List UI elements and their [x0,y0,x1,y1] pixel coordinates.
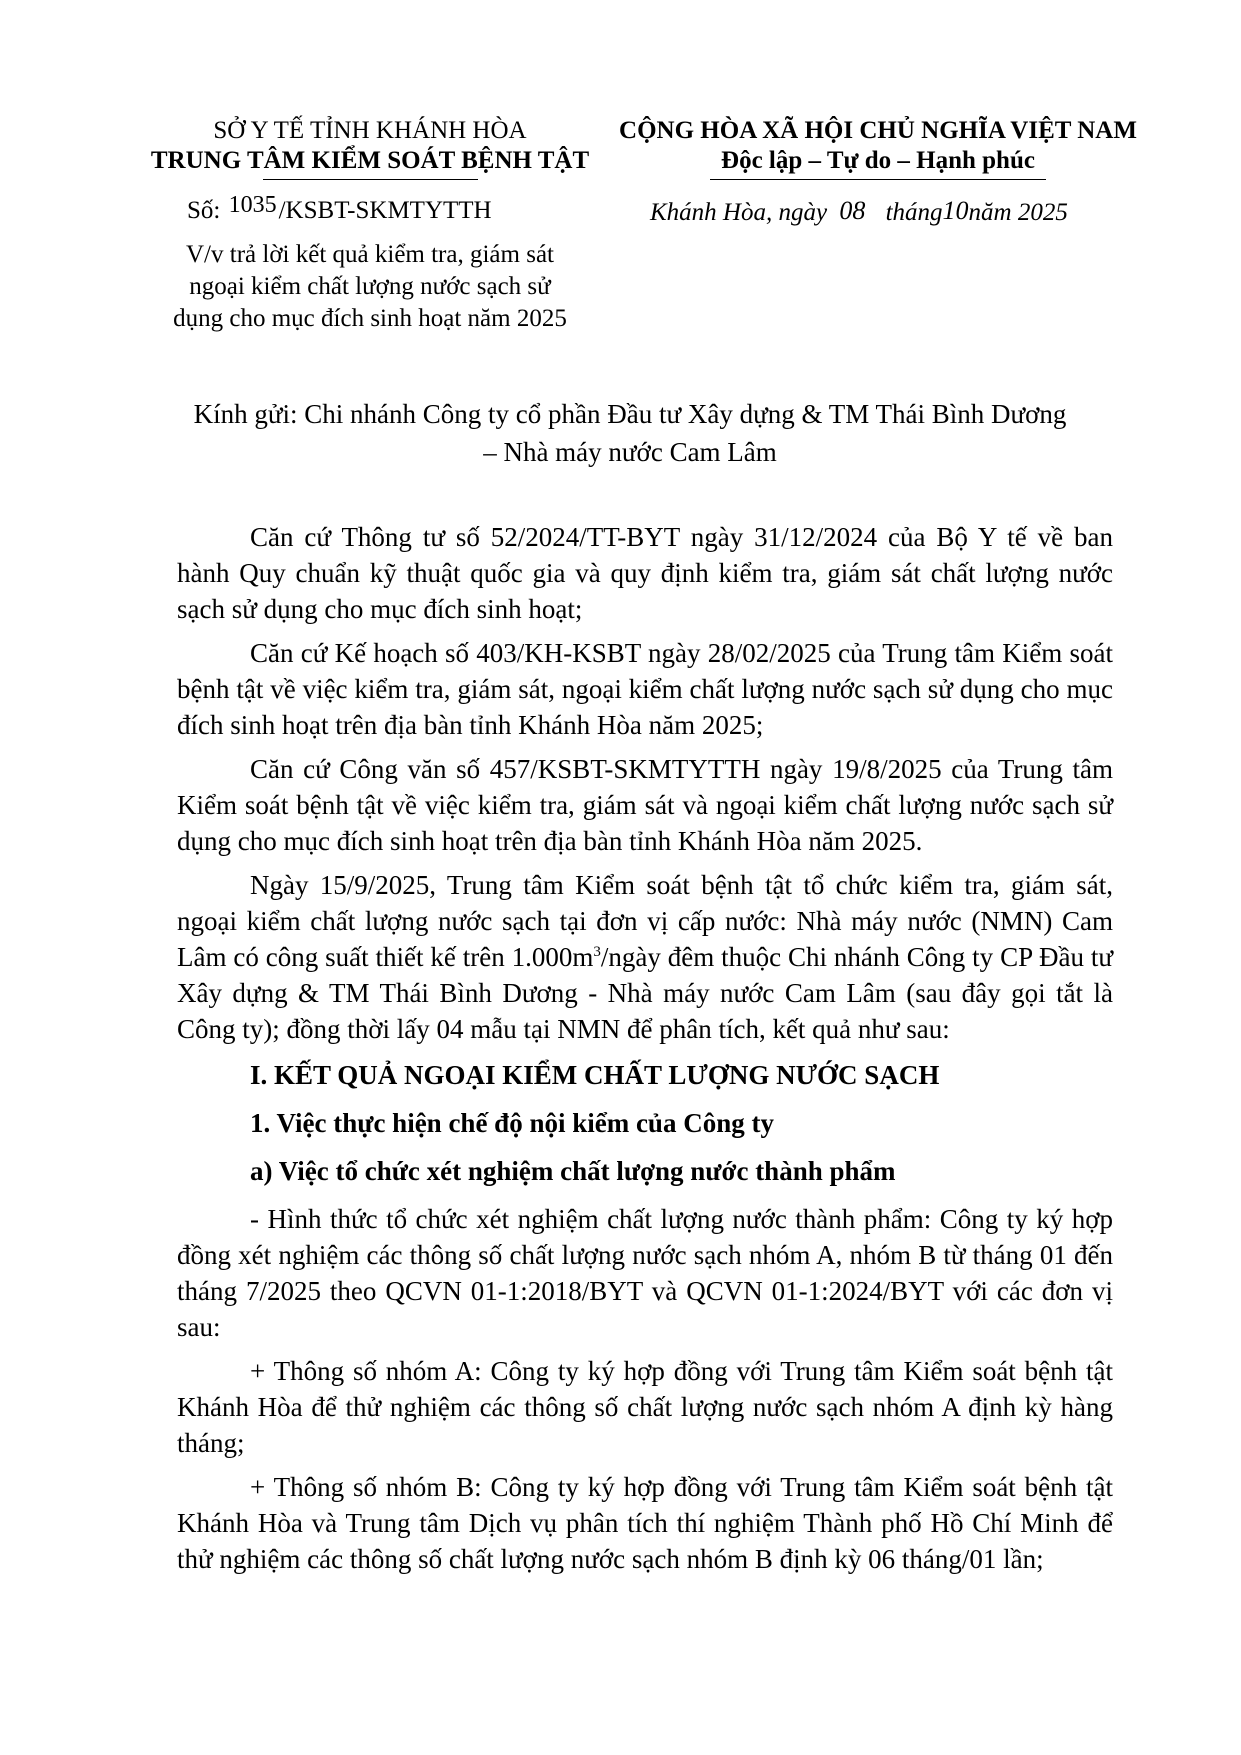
subject-line-3: dụng cho mục đích sinh hoạt năm 2025 [173,305,567,332]
paragraph-inspection-part-1: Ngày 15/9/2025, Trung tâm Kiểm soát bệnh tật tổ chức kiểm tra, giám sát, ngoại kiểm chất lượng nước sạch tại đơn vị cấp nước: Nhà máy nước (NMN) Cam Lâm có công suất thiết kế trên 1.000m [177,870,1113,972]
document-number [187,192,492,225]
paragraph-group-b: + Thông số nhóm B: Công ty ký hợp đồng với Trung tâm Kiểm soát bệnh tật Khánh Hòa và Trung tâm Dịch vụ phân tích thí nghiệm Thành phố Hồ Chí Minh để thử nghiệm các thông số chất lượng nước sạch nhóm B định kỳ 06 tháng/01 lần; [177,1472,1113,1574]
subject-line-2: ngoại kiểm chất lượng nước sạch sử [189,273,551,300]
date-month: 10 [942,196,969,225]
paragraph-group-a: + Thông số nhóm A: Công ty ký hợp đồng với Trung tâm Kiểm soát bệnh tật Khánh Hòa để thử nghiệm các thông số chất lượng nước sạch nhóm A định kỳ hàng tháng; [177,1356,1113,1458]
unit-name: TRUNG TÂM KIỂM SOÁT BỆNH TẬT [150,147,590,174]
doc-no-value: 1035 [228,192,277,218]
motto-underline [710,179,1046,180]
paragraph-inspection-part-2: /ngày đêm thuộc Chi nhánh Công ty CP Đầu tư Xây dựng & TM Thái Bình Dương - Nhà máy nước Cam Lâm (sau đây gọi tắt là Công ty); đồng thời lấy 04 mẫu tại NMN để phân tích, kết quả như sau: [177,942,1113,1044]
subject-summary [150,239,590,335]
recipient-line-2: – Nhà máy nước Cam Lâm [483,437,777,467]
recipient-line-1: Kính gửi: Chi nhánh Công ty cổ phần Đầu tư Xây dựng & TM Thái Bình Dương [193,399,1067,429]
recipient-block [150,395,1110,471]
doc-no-suffix: /KSBT-SKMTYTTH [278,197,492,224]
agency-name: SỞ Y TẾ TỈNH KHÁNH HÒA [213,117,527,144]
superscript-3: 3 [593,944,601,960]
paragraph-legal-basis-1: Căn cứ Thông tư số 52/2024/TT-BYT ngày 31/12/2024 của Bộ Y tế về ban hành Quy chuẩn kỹ thuật quốc gia và quy định kiểm tra, giám sát chất lượng nước sạch sử dụng cho mục đích sinh hoạt; [177,522,1113,624]
date-line [650,197,1068,227]
date-day: 08 [839,196,866,225]
doc-no-label: Số: [187,197,221,224]
national-motto: Độc lập – Tự do – Hạnh phúc [721,147,1035,174]
section-heading-3: a) Việc tổ chức xét nghiệm chất lượng nước thành phẩm [250,1156,896,1186]
document-body [177,519,1113,1585]
paragraph-testing-form: - Hình thức tổ chức xét nghiệm chất lượng nước thành phẩm: Công ty ký hợp đồng xét nghiệm các thông số chất lượng nước sạch nhóm A, nhóm B từ tháng 01 đến tháng 7/2025 theo QCVN 01-1:2018/BYT và QCVN 01-1:2024/BYT với các đơn vị sau: [177,1204,1113,1342]
date-month-label: tháng [885,199,943,226]
nation-title: CỘNG HÒA XÃ HỘI CHỦ NGHĨA VIỆT NAM [619,117,1137,144]
paragraph-legal-basis-3: Căn cứ Công văn số 457/KSBT-SKMTYTTH ngày 19/8/2025 của Trung tâm Kiểm soát bệnh tật về việc kiểm tra, giám sát và ngoại kiểm chất lượng nước sạch sử dụng cho mục đích sinh hoạt trên địa bàn tỉnh Khánh Hòa năm 2025. [177,754,1113,856]
national-title-block [608,116,1148,180]
section-heading-1: I. KẾT QUẢ NGOẠI KIỂM CHẤT LƯỢNG NƯỚC SẠCH [250,1060,940,1090]
paragraph-inspection [177,867,1113,1047]
paragraph-legal-basis-2: Căn cứ Kế hoạch số 403/KH-KSBT ngày 28/02/2025 của Trung tâm Kiểm soát bệnh tật về việc kiểm tra, giám sát, ngoại kiểm chất lượng nước sạch sử dụng cho mục đích sinh hoạt trên địa bàn tỉnh Khánh Hòa năm 2025; [177,638,1113,740]
unit-underline [263,179,478,180]
section-heading-2: 1. Việc thực hiện chế độ nội kiểm của Công ty [250,1108,774,1138]
issuing-agency-block [150,116,590,180]
date-year: năm 2025 [968,199,1068,226]
subject-line-1: V/v trả lời kết quả kiểm tra, giám sát [186,241,554,268]
date-place: Khánh Hòa, ngày [650,199,828,226]
